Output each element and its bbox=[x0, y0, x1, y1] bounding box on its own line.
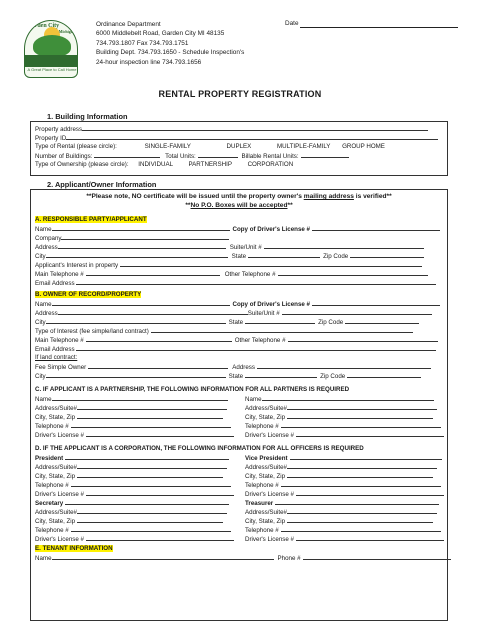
d3-dl-field[interactable] bbox=[86, 535, 234, 541]
option-partnership[interactable]: PARTNERSHIP bbox=[188, 161, 232, 168]
if-land-contract-label: If land contract: bbox=[35, 354, 78, 361]
d3-address-field[interactable] bbox=[77, 508, 227, 514]
d1-phone-label: Telephone # bbox=[35, 482, 69, 489]
d1-dl-field[interactable] bbox=[86, 490, 234, 496]
d3-csz-label: City, State, Zip bbox=[35, 518, 76, 525]
a-main-phone-field[interactable] bbox=[86, 270, 220, 276]
fee-zip-label: Zip Code bbox=[320, 373, 346, 380]
date-label: Date bbox=[285, 20, 299, 27]
logo-tagline: A Great Place to Call Home bbox=[27, 67, 77, 72]
c1-dl-field[interactable] bbox=[86, 431, 234, 437]
b-email-label: Email Address bbox=[35, 346, 75, 353]
d4-address-label: Address/Suite# bbox=[245, 509, 287, 516]
date-field[interactable] bbox=[285, 20, 458, 28]
b-email-field[interactable] bbox=[76, 345, 436, 351]
option-multiple-family[interactable]: MULTIPLE-FAMILY bbox=[277, 143, 331, 150]
header-line: 734.793.1807 Fax 734.793.1751 bbox=[96, 39, 189, 47]
fee-owner-field[interactable] bbox=[88, 363, 228, 369]
header-line: Ordinance Department bbox=[96, 21, 161, 28]
d4-dl-field[interactable] bbox=[296, 535, 444, 541]
c2-address-field[interactable] bbox=[287, 404, 437, 410]
d4-csz-label: City, State, Zip bbox=[245, 518, 286, 525]
form-title: RENTAL PROPERTY REGISTRATION bbox=[158, 89, 322, 99]
a-copy-dl-field[interactable] bbox=[312, 225, 440, 231]
c2-dl-field[interactable] bbox=[296, 431, 444, 437]
b-name-field[interactable] bbox=[52, 300, 230, 306]
a-state-label: State bbox=[231, 253, 247, 260]
property-address-field[interactable] bbox=[82, 125, 428, 131]
fee-owner-label: Fee Simple Owner bbox=[35, 364, 87, 371]
c2-name-field[interactable] bbox=[262, 395, 434, 401]
b-copy-dl-label: Copy of Driver's License # bbox=[232, 301, 310, 308]
b-city-label: City bbox=[35, 319, 46, 326]
a-company-label: Company bbox=[35, 235, 62, 242]
secretary-label: Secretary bbox=[35, 500, 64, 507]
option-corporation[interactable]: CORPORATION bbox=[247, 161, 294, 168]
section-b-heading: B. OWNER OF RECORD/PROPERTY bbox=[35, 291, 142, 298]
billable-units-label: Billable Rental Units: bbox=[241, 153, 299, 160]
a-other-phone-field[interactable] bbox=[278, 270, 428, 276]
d2-dl-label: Driver's License # bbox=[245, 491, 294, 498]
total-units-field[interactable] bbox=[198, 152, 238, 158]
type-of-ownership-label: Type of Ownership (please circle): bbox=[35, 161, 129, 168]
section-c-heading: C. IF APPLICANT IS A PARTNERSHIP, THE FOLLOWING INFORMATION FOR ALL PARTNERS IS REQUIRED bbox=[35, 386, 350, 393]
c1-name-label: Name bbox=[35, 396, 52, 403]
b-zip-field[interactable] bbox=[345, 318, 419, 324]
c1-phone-label: Telephone # bbox=[35, 423, 69, 430]
b-zip-label: Zip Code bbox=[318, 319, 344, 326]
a-name-label: Name bbox=[35, 226, 52, 233]
c1-name-field[interactable] bbox=[52, 395, 228, 401]
option-duplex[interactable]: DUPLEX bbox=[226, 143, 252, 150]
b-suite-field[interactable] bbox=[282, 309, 432, 315]
a-zip-field[interactable] bbox=[350, 252, 424, 258]
header-line: 6000 Middlebelt Road, Garden City MI 48135 bbox=[96, 30, 225, 38]
a-suite-field[interactable] bbox=[264, 243, 424, 249]
note1-pre: **Please note, NO certificate will be issued until the property owner's bbox=[86, 193, 304, 200]
c2-phone-field[interactable] bbox=[281, 422, 441, 428]
c2-dl-label: Driver's License # bbox=[245, 432, 294, 439]
option-individual[interactable]: INDIVIDUAL bbox=[138, 161, 173, 168]
c2-csz-label: City, State, Zip bbox=[245, 414, 286, 421]
tree-shape bbox=[33, 35, 71, 57]
d2-address-label: Address/Suite# bbox=[245, 464, 287, 471]
applicant-owner-box bbox=[30, 189, 448, 621]
b-city-field[interactable] bbox=[46, 318, 226, 324]
d2-dl-field[interactable] bbox=[296, 490, 444, 496]
d1-address-field[interactable] bbox=[77, 463, 227, 469]
b-suite-label: Suite/Unit # bbox=[247, 310, 280, 317]
a-address-label: Address bbox=[35, 244, 58, 251]
a-company-field[interactable] bbox=[61, 234, 229, 240]
c1-address-label: Address/Suite# bbox=[35, 405, 77, 412]
d2-address-field[interactable] bbox=[287, 463, 437, 469]
b-type-interest-label: Type of Interest (fee simple/land contract) bbox=[35, 328, 149, 335]
a-suite-label: Suite/Unit # bbox=[229, 244, 262, 251]
d4-dl-label: Driver's License # bbox=[245, 536, 294, 543]
b-main-phone-label: Main Telephone # bbox=[35, 337, 84, 344]
fee-city-field[interactable] bbox=[46, 372, 226, 378]
a-email-field[interactable] bbox=[76, 279, 436, 285]
billable-units-field[interactable] bbox=[301, 152, 349, 158]
a-copy-dl-label: Copy of Driver's License # bbox=[232, 226, 310, 233]
d1-csz-label: City, State, Zip bbox=[35, 473, 76, 480]
fee-address-label: Address bbox=[232, 364, 255, 371]
a-city-label: City bbox=[35, 253, 46, 260]
num-buildings-field[interactable] bbox=[94, 152, 160, 158]
c2-address-label: Address/Suite# bbox=[245, 405, 287, 412]
d1-dl-label: Driver's License # bbox=[35, 491, 84, 498]
a-city-field[interactable] bbox=[46, 252, 228, 258]
b-copy-dl-field[interactable] bbox=[312, 300, 440, 306]
option-single-family[interactable]: SINGLE-FAMILY bbox=[144, 143, 191, 150]
a-state-field[interactable] bbox=[248, 252, 320, 258]
ground-shape bbox=[25, 55, 78, 67]
a-interest-label: Applicant's Interest in property bbox=[35, 262, 119, 269]
fee-city-label: City bbox=[35, 373, 46, 380]
d3-phone-field[interactable] bbox=[71, 526, 231, 532]
d1-csz-field[interactable] bbox=[77, 472, 223, 478]
section-a-heading: A. RESPONSIBLE PARTY/APPLICANT bbox=[35, 216, 147, 223]
secretary-field[interactable] bbox=[65, 499, 229, 505]
section2-heading: 2. Applicant/Owner Information bbox=[47, 180, 157, 189]
section-e-heading: E. TENANT INFORMATION bbox=[35, 545, 113, 552]
b-other-phone-field[interactable] bbox=[288, 336, 438, 342]
section1-heading: 1. Building Information bbox=[47, 112, 128, 121]
d1-address-label: Address/Suite# bbox=[35, 464, 77, 471]
d3-address-label: Address/Suite# bbox=[35, 509, 77, 516]
header-line: Building Dept. 734.793.1650 - Schedule Inspection's bbox=[96, 49, 245, 57]
a-other-phone-label: Other Telephone # bbox=[224, 271, 276, 278]
logo-state: Michigan bbox=[58, 29, 75, 34]
b-main-phone-field[interactable] bbox=[86, 336, 232, 342]
property-id-field[interactable] bbox=[66, 134, 438, 140]
d2-csz-label: City, State, Zip bbox=[245, 473, 286, 480]
section-d-heading: D. IF THE APPLICANT IS A CORPORATION, THE FOLLOWING INFORMATION FOR ALL OFFICERS IS REQUIRED bbox=[35, 445, 364, 452]
d3-csz-field[interactable] bbox=[77, 517, 223, 523]
vice-president-field[interactable] bbox=[290, 454, 442, 460]
option-group-home[interactable]: GROUP HOME bbox=[342, 143, 385, 150]
num-buildings-label: Number of Buildings: bbox=[35, 153, 93, 160]
b-type-interest-field[interactable] bbox=[151, 327, 413, 333]
d4-phone-field[interactable] bbox=[281, 526, 441, 532]
president-label: President bbox=[35, 455, 64, 462]
note1-underlined: mailing address bbox=[303, 193, 354, 200]
b-name-label: Name bbox=[35, 301, 52, 308]
garden-city-logo bbox=[24, 20, 78, 78]
e-phone-field[interactable] bbox=[303, 554, 451, 560]
note2-pre: ** bbox=[185, 202, 191, 209]
total-units-label: Total Units: bbox=[165, 153, 196, 160]
type-of-rental-label: Type of Rental (please circle): bbox=[35, 143, 117, 150]
c2-name-label: Name bbox=[245, 396, 262, 403]
note2-post: ** bbox=[287, 202, 293, 209]
building-info-box bbox=[30, 121, 448, 176]
c1-csz-field[interactable] bbox=[77, 413, 223, 419]
a-interest-field[interactable] bbox=[120, 261, 422, 267]
treasurer-label: Treasurer bbox=[245, 500, 274, 507]
a-zip-label: Zip Code bbox=[323, 253, 349, 260]
d2-phone-field[interactable] bbox=[281, 481, 441, 487]
c2-csz-field[interactable] bbox=[287, 413, 433, 419]
c1-phone-field[interactable] bbox=[71, 422, 231, 428]
header-line: 24-hour inspection line 734.793.1656 bbox=[96, 58, 202, 66]
b-state-label: State bbox=[228, 319, 244, 326]
c2-phone-label: Telephone # bbox=[245, 423, 279, 430]
e-name-field[interactable] bbox=[52, 554, 274, 560]
mailing-address-note bbox=[31, 193, 447, 201]
treasurer-field[interactable] bbox=[275, 499, 439, 505]
a-email-label: Email Address bbox=[35, 280, 75, 287]
d3-phone-label: Telephone # bbox=[35, 527, 69, 534]
fee-state-label: State bbox=[228, 373, 244, 380]
b-other-phone-label: Other Telephone # bbox=[234, 337, 286, 344]
logo-name: Garden City bbox=[27, 23, 60, 29]
president-field[interactable] bbox=[65, 454, 229, 460]
d4-phone-label: Telephone # bbox=[245, 527, 279, 534]
b-address-label: Address bbox=[35, 310, 58, 317]
a-name-field[interactable] bbox=[52, 225, 230, 231]
c1-dl-label: Driver's License # bbox=[35, 432, 84, 439]
d2-csz-field[interactable] bbox=[287, 472, 433, 478]
note1-post: is verified** bbox=[353, 193, 392, 200]
d4-address-field[interactable] bbox=[287, 508, 437, 514]
c1-address-field[interactable] bbox=[77, 404, 227, 410]
e-name-label: Name bbox=[35, 555, 52, 562]
fee-state-field[interactable] bbox=[245, 372, 317, 378]
fee-address-field[interactable] bbox=[257, 363, 431, 369]
d1-phone-field[interactable] bbox=[71, 481, 231, 487]
a-main-phone-label: Main Telephone # bbox=[35, 271, 84, 278]
b-address-field[interactable] bbox=[58, 309, 248, 315]
property-address-label: Property address bbox=[35, 126, 83, 133]
a-address-field[interactable] bbox=[58, 243, 226, 249]
fee-zip-field[interactable] bbox=[347, 372, 421, 378]
d4-csz-field[interactable] bbox=[287, 517, 433, 523]
department-header bbox=[96, 20, 244, 67]
vice-president-label: Vice President bbox=[245, 455, 288, 462]
property-id-label: Property ID bbox=[35, 135, 67, 142]
note2-underlined: No P.O. Boxes will be accepted bbox=[190, 202, 288, 209]
date-line[interactable] bbox=[300, 21, 458, 28]
e-phone-label: Phone # bbox=[277, 555, 301, 562]
po-box-note bbox=[31, 202, 447, 210]
d3-dl-label: Driver's License # bbox=[35, 536, 84, 543]
c1-csz-label: City, State, Zip bbox=[35, 414, 76, 421]
b-state-field[interactable] bbox=[245, 318, 315, 324]
d2-phone-label: Telephone # bbox=[245, 482, 279, 489]
